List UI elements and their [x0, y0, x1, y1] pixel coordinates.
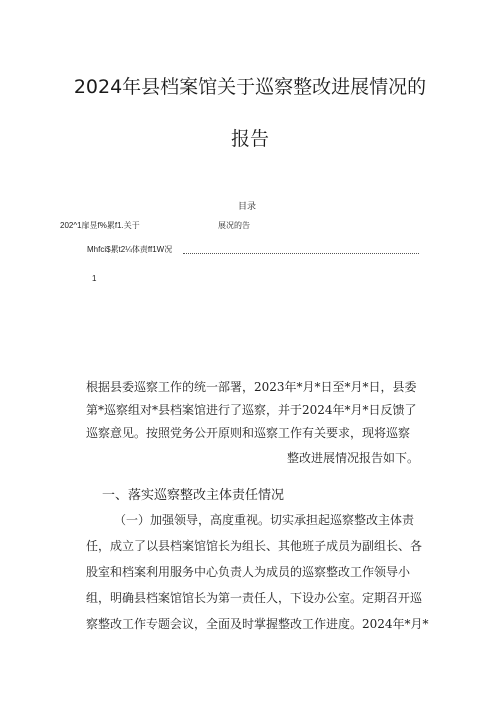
section-1-heading: 一、落实巡察整改主体责任情况	[102, 488, 285, 503]
intro-line-4: 整改进展情况报告如下。	[287, 451, 420, 465]
section-1-line-4: 组，明确县档案馆馆长为第一责任人，下设办公室。定期召开巡	[86, 591, 423, 605]
toc-entry-2[interactable]	[87, 244, 419, 256]
intro-line-2: 第*巡察组对*县档案馆进行了巡察，并于2024年*月*日反馈了	[86, 403, 417, 417]
toc-entry-1-text-b: 展况的告	[218, 221, 250, 230]
intro-line-3: 巡察意见。按照党务公开原则和巡察工作有关要求，现将巡察	[86, 426, 411, 440]
section-1-line-1: （一）加强领导，高度重视。切实承担起巡察整改主体责	[114, 513, 415, 527]
toc-entry-1[interactable]	[60, 220, 380, 231]
toc-heading: 目录	[238, 202, 257, 212]
toc-entry-2-text: Mhfci$累t2¼体责ff1W况	[87, 245, 173, 254]
section-1-line-2: 任，成立了以县档案馆馆长为组长、其他班子成员为副组长、各	[86, 539, 423, 553]
document-title-line-2: 报告	[230, 128, 269, 150]
toc-leader-dots	[183, 252, 419, 254]
document-title-line-1: 2024年县档案馆关于巡察整改进展情况的	[73, 76, 427, 98]
toc-page-number: 1	[92, 274, 97, 283]
intro-line-1: 根据县委巡察工作的统一部署，2023年*月*日至*月*日，县委	[86, 380, 417, 394]
section-1-line-5: 察整改工作专题会议，全面及时掌握整改工作进度。2024年*月*	[86, 617, 429, 631]
toc-entry-1-text-a: 202^1扉昱f%累f1.关于	[60, 221, 140, 230]
section-1-line-3: 股室和档案利用服务中心负责人为成员的巡察整改工作领导小	[86, 565, 411, 579]
